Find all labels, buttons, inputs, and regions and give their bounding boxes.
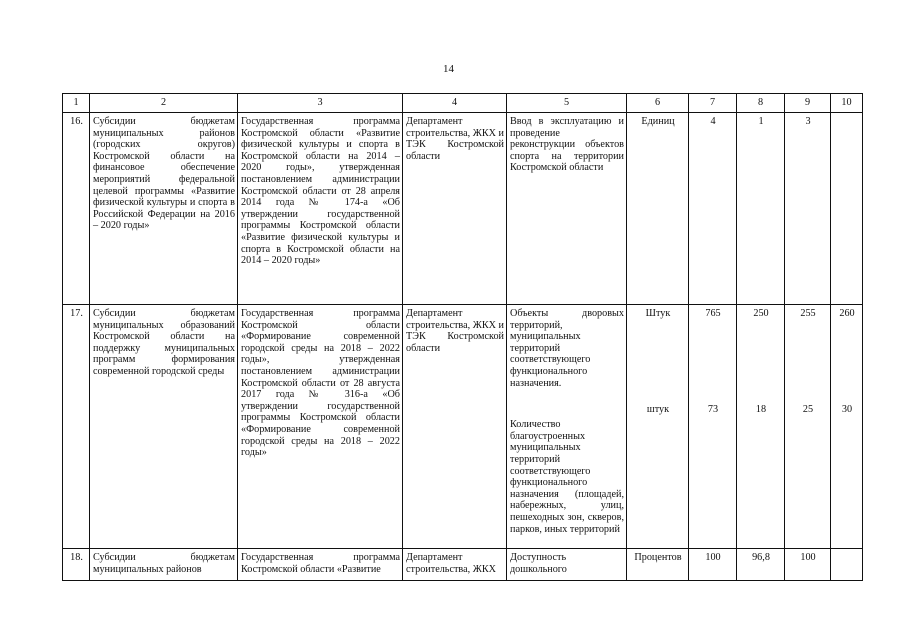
subsidy-name: Субсидии бюджетам муниципальных районов: [90, 549, 238, 581]
value-cell: [831, 549, 863, 581]
unit-cell: Процентов: [627, 549, 689, 581]
row-number: 17.: [63, 305, 90, 549]
header-cell: 3: [238, 94, 403, 113]
table-row: [63, 549, 863, 581]
indicator-name: Доступность дошкольного: [507, 549, 627, 581]
value-item: 25: [802, 403, 814, 415]
value-item: 73: [707, 403, 719, 415]
department-name: Департамент строительства, ЖКХ и ТЭК Костромской области: [403, 113, 507, 305]
page-number: 14: [443, 63, 454, 75]
unit-cell: Единиц: [627, 113, 689, 305]
indicator-cell: [507, 305, 627, 549]
table-row: [63, 113, 863, 305]
indicator-name: Количество благоустроенных муниципальных территорий соответствующего функционального назначения (площадей, набережных, улиц, пешеходных зон, скверов, парков, иных территорий: [510, 419, 624, 535]
header-cell: 8: [737, 94, 785, 113]
program-name: Государственная программа Костромской области «Формирование современной городской среды на 2018 – 2022 годы», утвержденная постановлением администрации Костромской области от 28 августа 2017 года № 316-а «Об утверждении государственной программы Костромской области «Формирование современной городской среды на 2018 – 2022 годы»: [238, 305, 403, 549]
header-cell: 2: [90, 94, 238, 113]
value-cell: 96,8: [737, 549, 785, 581]
unit-value: штук: [646, 403, 670, 415]
value-cell: 1: [737, 113, 785, 305]
subsidy-table: [62, 93, 863, 581]
value-cell: 100: [689, 549, 737, 581]
unit-cell: [627, 305, 689, 549]
header-cell: 5: [507, 94, 627, 113]
value-cell: [737, 305, 785, 549]
department-name: Департамент строительства, ЖКХ и ТЭК Костромской области: [403, 305, 507, 549]
value-item: 765: [705, 308, 721, 319]
value-item: 255: [800, 308, 816, 319]
header-cell: 4: [403, 94, 507, 113]
value-item: 260: [839, 308, 855, 319]
value-cell: 3: [785, 113, 831, 305]
value-cell: 100: [785, 549, 831, 581]
row-number: 18.: [63, 549, 90, 581]
program-name: Государственная программа Костромской области «Развитие: [238, 549, 403, 581]
table-header-row: [63, 94, 863, 113]
subsidy-name: Субсидии бюджетам муниципальных районов (городских округов) Костромской области на финансовое обеспечение мероприятий федеральной целевой программы «Развитие физической культуры и спорта в Российской Федерации на 2016 – 2020 годы»: [90, 113, 238, 305]
subsidy-name: Субсидии бюджетам муниципальных образований Костромской области на поддержку муниципальных программ формирования современной городской среды: [90, 305, 238, 549]
value-cell: [831, 305, 863, 549]
value-cell: [785, 305, 831, 549]
value-cell: [831, 113, 863, 305]
value-cell: 4: [689, 113, 737, 305]
row-number: 16.: [63, 113, 90, 305]
value-cell: [689, 305, 737, 549]
header-cell: 7: [689, 94, 737, 113]
header-cell: 9: [785, 94, 831, 113]
value-item: 30: [841, 403, 853, 415]
value-item: 250: [753, 308, 769, 319]
header-cell: 6: [627, 94, 689, 113]
header-cell: 1: [63, 94, 90, 113]
department-name: Департамент строительства, ЖКХ: [403, 549, 507, 581]
program-name: Государственная программа Костромской области «Развитие физической культуры и спорта в Костромской области на 2014 – 2020 годы», утвержденная постановлением администрации Костромской области от 28 апреля 2014 года № 174-а «Об утверждении государственной программы Костромской области «Развитие физической культуры и спорта в Костромской области на 2014 – 2020 годы»: [238, 113, 403, 305]
unit-value: Штук: [645, 308, 671, 319]
header-cell: 10: [831, 94, 863, 113]
indicator-name: Ввод в эксплуатацию и проведение реконструкции объектов спорта на территории Костромской области: [507, 113, 627, 305]
indicator-name: Объекты дворовых территорий, муниципальных территорий соответствующего функционального назначения.: [510, 308, 624, 389]
table-row: [63, 305, 863, 549]
value-item: 18: [755, 403, 767, 415]
